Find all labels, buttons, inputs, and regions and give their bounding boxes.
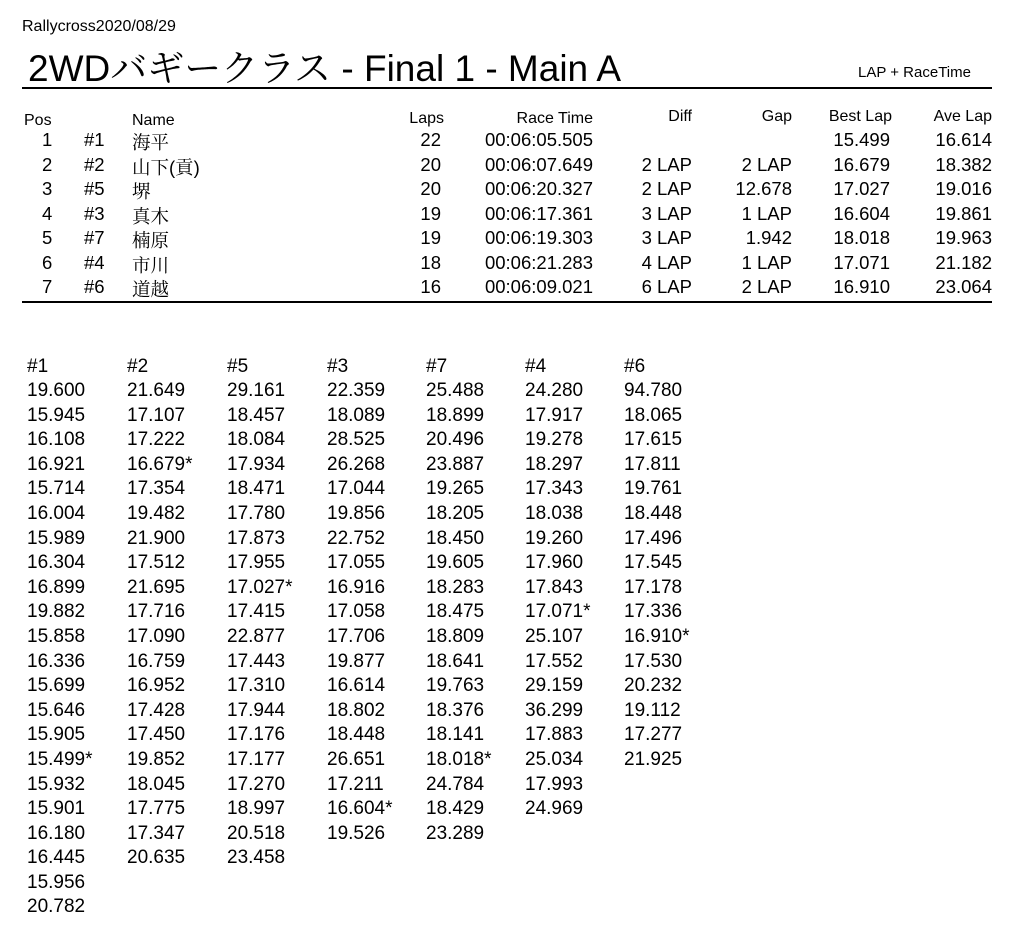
lap-time-item: 26.268 [327,453,386,475]
lap-time-item: 28.525 [327,429,386,451]
lap-time-item: 16.445 [27,847,86,869]
lap-column [525,355,625,822]
lap-time-item: 18.376 [426,699,485,721]
lap-time-item: 17.277 [624,724,683,746]
lap-time-item: 17.811 [624,453,681,475]
lap-time-item: 15.646 [27,699,86,721]
car-number-cell: #3 [84,202,105,224]
car-number-cell: #5 [84,178,105,199]
diff-cell: 3 LAP [641,202,692,224]
lap-time-item: 16.336 [27,650,86,672]
lap-time-item: 15.901 [27,798,86,820]
lap-column [327,355,427,846]
lap-time-item: 24.280 [525,380,584,401]
lap-column-header: #2 [127,356,149,377]
lap-time-item: 16.921 [27,453,86,475]
lap-time-item: 17.347 [127,822,186,844]
lap-time-item: 25.488 [426,380,485,401]
lap-time-item: 15.989 [27,527,86,549]
lap-time-item: 16.108 [27,429,86,451]
timing-mode-label: LAP + RaceTime [858,64,971,81]
lap-times-list [525,379,625,822]
ave-lap-cell: 16.614 [935,129,992,150]
lap-time-item: 15.714 [27,478,86,500]
col-header-best-lap: Best Lap [828,108,892,125]
car-number-cell: #4 [84,251,105,273]
lap-time-item: 94.780 [624,380,683,401]
lap-time-item: 18.038 [525,502,584,524]
lap-time-item: 17.545 [624,552,683,574]
best-lap-cell: 15.499 [833,129,890,150]
driver-name-cell: 楠原 [132,230,170,251]
lap-time-item: 18.899 [426,404,485,426]
lap-time-item: 17.955 [227,552,286,574]
lap-time-item: 16.679* [127,453,193,475]
lap-time-item: 15.905 [27,724,86,746]
lap-time-item: 17.071* [525,601,591,623]
col-header-gap: Gap [761,108,792,125]
lap-time-item: 15.932 [27,773,86,795]
lap-time-item: 17.615 [624,429,683,451]
lap-time-item: 17.343 [525,478,584,500]
lap-time-item: 17.552 [525,650,584,672]
lap-times-list [127,379,227,871]
lap-time-item: 16.614 [327,675,386,697]
lap-time-item: 16.952 [127,675,186,697]
lap-time-item: 19.763 [426,675,485,697]
lap-time-item: 22.752 [327,527,386,549]
lap-time-item: 26.651 [327,748,386,770]
pos-cell: 7 [42,276,53,297]
lap-time-item: 17.780 [227,502,286,524]
lap-column-header: #3 [327,356,349,377]
diff-cell: 2 LAP [641,178,692,199]
diff-cell: 3 LAP [641,227,692,248]
laps-cell: 22 [420,129,441,150]
lap-time-item: 18.283 [426,576,485,598]
lap-times-list [624,379,724,773]
lap-time-item: 17.044 [327,478,386,500]
lap-time-item: 17.993 [525,773,584,795]
lap-time-item: 25.034 [525,748,584,770]
col-header-ave-lap: Ave Lap [933,108,992,125]
lap-time-item: 23.887 [426,453,485,475]
diff-cell: 6 LAP [641,276,692,297]
lap-time-item: 17.428 [127,699,186,721]
lap-column [27,355,127,920]
lap-time-item: 23.289 [426,822,485,844]
lap-time-item: 16.604* [327,798,393,820]
gap-cell: 12.678 [735,178,792,199]
lap-column-header: #7 [426,356,448,377]
ave-lap-cell: 19.016 [935,178,992,199]
lap-time-item: 19.278 [525,429,584,451]
lap-time-item: 19.482 [127,502,186,524]
lap-time-item: 17.883 [525,724,584,746]
lap-time-item: 15.499* [27,748,93,770]
lap-time-item: 16.916 [327,576,386,598]
gap-cell: 1 LAP [741,202,792,224]
lap-column-header: #6 [624,356,646,377]
lap-times-list [327,379,427,846]
best-lap-cell: 17.027 [833,178,890,199]
lap-time-item: 17.222 [127,429,186,451]
lap-column [127,355,227,871]
lap-time-item: 21.925 [624,748,683,770]
lap-time-item: 18.997 [227,798,286,820]
lap-time-item: 17.177 [227,748,286,770]
page-title: 2WDバギークラス - Final 1 - Main A [28,48,622,89]
lap-time-item: 16.899 [27,576,86,598]
ave-lap-cell: 18.382 [935,153,992,175]
lap-column [227,355,327,871]
lap-time-item: 15.956 [27,871,86,893]
ave-lap-cell: 19.963 [935,227,992,248]
lap-time-item: 20.782 [27,896,86,918]
table-row [0,252,1024,276]
gap-cell: 2 LAP [741,276,792,297]
lap-time-item: 17.176 [227,724,286,746]
lap-time-item: 16.759 [127,650,186,672]
lap-time-item: 22.359 [327,380,386,401]
lap-time-item: 16.004 [27,502,86,524]
driver-name-cell: 道越 [132,279,170,300]
lap-time-item: 17.450 [127,724,186,746]
lap-time-item: 18.018* [426,748,492,770]
table-row [0,227,1024,251]
lap-time-item: 17.716 [127,601,186,623]
table-row [0,154,1024,178]
lap-column-header: #1 [27,356,49,377]
pos-cell: 5 [42,227,53,248]
lap-time-item: 17.058 [327,601,386,623]
header-divider [22,87,992,89]
lap-time-item: 17.917 [525,404,584,426]
lap-time-item: 17.496 [624,527,683,549]
race-time-cell: 00:06:09.021 [484,276,593,297]
lap-time-item: 18.045 [127,773,186,795]
lap-time-item: 18.457 [227,404,286,426]
lap-column-header: #5 [227,356,249,377]
lap-time-item: 17.027* [227,576,293,598]
lap-time-item: 18.475 [426,601,485,623]
lap-time-item: 17.443 [227,650,286,672]
best-lap-cell: 16.910 [833,276,890,297]
lap-time-item: 17.107 [127,404,186,426]
lap-time-item: 29.159 [525,675,584,697]
laps-cell: 20 [420,178,441,199]
driver-name-cell: 真木 [132,205,170,227]
lap-time-item: 17.310 [227,675,286,697]
lap-time-item: 17.530 [624,650,683,672]
col-header-name: Name [132,112,175,129]
col-header-pos: Pos [24,112,52,129]
lap-time-item: 18.429 [426,798,485,820]
lap-time-item: 19.260 [525,527,584,549]
col-header-diff: Diff [668,108,692,125]
laps-cell: 19 [420,202,441,224]
race-time-cell: 00:06:17.361 [484,202,593,224]
pos-cell: 4 [42,202,53,224]
lap-time-item: 15.858 [27,625,86,647]
lap-time-item: 18.065 [624,404,683,426]
lap-column-header: #4 [525,356,547,377]
lap-time-item: 18.205 [426,502,485,524]
ave-lap-cell: 23.064 [935,276,992,297]
table-row [0,203,1024,227]
best-lap-cell: 16.679 [833,153,890,175]
best-lap-cell: 18.018 [833,227,890,248]
lap-time-item: 16.180 [27,822,86,844]
best-lap-cell: 17.071 [833,251,890,273]
lap-time-item: 17.336 [624,601,683,623]
gap-cell: 1.942 [745,227,792,248]
col-header-race-time: Race Time [516,110,593,127]
pos-cell: 2 [42,153,53,175]
car-number-cell: #7 [84,227,105,248]
event-date-label: Rallycross2020/08/29 [22,18,176,35]
gap-cell: 2 LAP [741,153,792,175]
lap-time-item: 18.448 [327,724,386,746]
lap-time-item: 17.354 [127,478,186,500]
lap-time-item: 25.107 [525,625,584,647]
lap-time-item: 19.605 [426,552,485,574]
lap-time-item: 18.809 [426,625,485,647]
diff-cell: 4 LAP [641,251,692,273]
lap-times-list [426,379,526,846]
lap-time-item: 19.265 [426,478,485,500]
driver-name-cell: 山下(貢) [132,156,200,178]
lap-time-item: 19.761 [624,478,683,500]
lap-time-item: 18.802 [327,699,386,721]
lap-time-item: 17.415 [227,601,286,623]
lap-time-item: 17.512 [127,552,186,574]
lap-time-item: 19.526 [327,822,386,844]
lap-time-item: 18.641 [426,650,485,672]
lap-time-item: 19.856 [327,502,386,524]
lap-time-item: 17.706 [327,625,386,647]
lap-time-item: 17.934 [227,453,286,475]
lap-time-item: 36.299 [525,699,584,721]
col-header-laps: Laps [409,110,444,127]
driver-name-cell: 堺 [132,181,151,202]
lap-time-item: 18.297 [525,453,584,475]
laps-cell: 20 [420,153,441,175]
pos-cell: 3 [42,178,53,199]
lap-column [624,355,724,773]
table-row [0,129,1024,153]
race-time-cell: 00:06:07.649 [484,153,593,175]
car-number-cell: #1 [84,129,105,150]
driver-name-cell: 市川 [132,254,170,276]
lap-time-item: 17.944 [227,699,286,721]
lap-times-list [227,379,327,871]
lap-time-item: 29.161 [227,380,286,401]
lap-time-item: 22.877 [227,625,286,647]
lap-time-item: 16.304 [27,552,86,574]
lap-time-item: 17.775 [127,798,186,820]
lap-time-item: 19.112 [624,699,681,721]
gap-cell: 1 LAP [741,251,792,273]
pos-cell: 1 [42,129,53,150]
car-number-cell: #6 [84,276,105,297]
lap-time-item: 15.945 [27,404,86,426]
lap-time-item: 21.695 [127,576,186,598]
race-time-cell: 00:06:19.303 [484,227,593,248]
results-divider [22,301,992,303]
race-time-cell: 00:06:21.283 [484,251,593,273]
lap-times-list [27,379,127,920]
lap-time-item: 24.784 [426,773,485,795]
lap-time-item: 18.084 [227,429,286,451]
lap-time-item: 20.232 [624,675,683,697]
lap-time-item: 20.496 [426,429,485,451]
lap-time-item: 19.600 [27,380,86,401]
lap-time-item: 17.178 [624,576,683,598]
lap-time-item: 17.211 [327,773,384,795]
lap-time-item: 18.141 [426,724,485,746]
lap-time-item: 17.055 [327,552,386,574]
lap-time-item: 17.843 [525,576,584,598]
lap-time-item: 17.270 [227,773,286,795]
lap-time-item: 19.882 [27,601,86,623]
laps-cell: 19 [420,227,441,248]
lap-time-item: 20.635 [127,847,186,869]
lap-time-item: 19.852 [127,748,186,770]
lap-column [426,355,526,846]
pos-cell: 6 [42,251,53,273]
lap-time-item: 18.089 [327,404,386,426]
car-number-cell: #2 [84,153,105,175]
lap-time-item: 18.471 [227,478,286,500]
table-row [0,276,1024,300]
ave-lap-cell: 19.861 [935,202,992,224]
lap-time-item: 18.448 [624,502,683,524]
lap-time-item: 21.649 [127,380,186,401]
lap-time-item: 19.877 [327,650,386,672]
table-row [0,178,1024,202]
race-time-cell: 00:06:05.505 [484,129,593,150]
lap-time-item: 17.960 [525,552,584,574]
lap-time-item: 15.699 [27,675,86,697]
lap-time-item: 23.458 [227,847,286,869]
driver-name-cell: 海平 [132,132,170,153]
lap-time-item: 17.090 [127,625,186,647]
lap-time-item: 18.450 [426,527,485,549]
lap-time-item: 20.518 [227,822,286,844]
lap-time-item: 21.900 [127,527,186,549]
lap-time-item: 16.910* [624,625,690,647]
lap-time-item: 17.873 [227,527,286,549]
laps-cell: 18 [420,251,441,273]
race-time-cell: 00:06:20.327 [484,178,593,199]
best-lap-cell: 16.604 [833,202,890,224]
diff-cell: 2 LAP [641,153,692,175]
laps-cell: 16 [420,276,441,297]
lap-time-item: 24.969 [525,798,584,820]
ave-lap-cell: 21.182 [935,251,992,273]
